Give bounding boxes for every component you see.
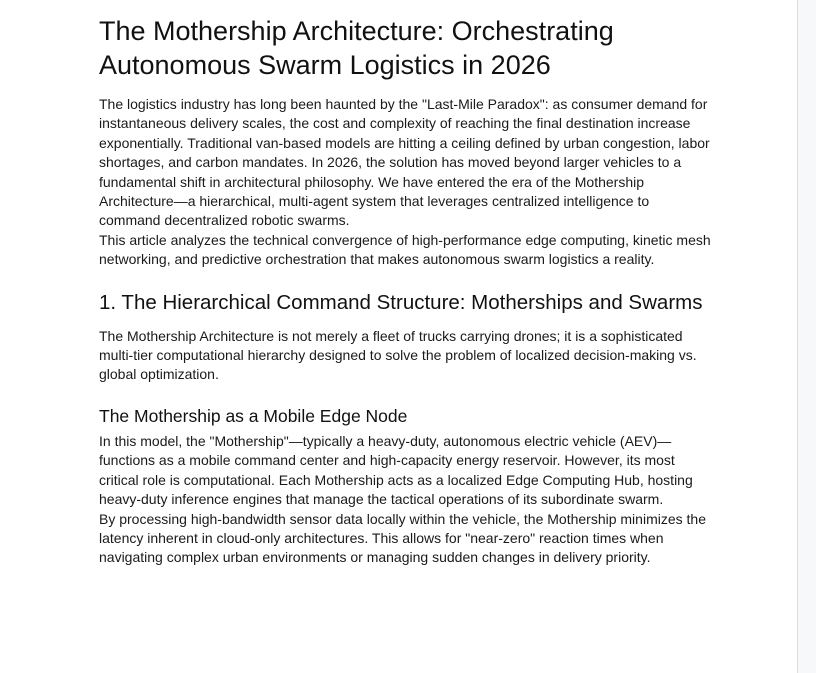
page-gutter [797,0,816,673]
section-1-paragraph: The Mothership Architecture is not merely a fleet of trucks carrying drones; it is a sophisticated multi-tier computational hierarchy designed to solve the problem of localized decision-making vs. global optimization. [99,327,697,383]
section-2-paragraph-2: By processing high-bandwidth sensor data locally within the vehicle, the Mothership minimizes the latency inherent in cloud-only architectures. This allows for "near-zero" reaction times when navigating complex urban environments or managing sudden changes in delivery priority. [99,510,706,566]
intro-section [99,95,711,270]
intro-paragraph-1: The logistics industry has long been haunted by the "Last-Mile Paradox": as consumer demand for instantaneous delivery scales, the cost and complexity of reaching the final destination increase exponentially. Traditional van-based models are hitting a ceiling defined by urban congestion, labor shortages, and carbon mandates. In 2026, the solution has moved beyond larger vehicles to a fundamental shift in architectural philosophy. We have entered the era of the Mothership Architecture—a hierarchical, multi-agent system that leverages centralized intelligence to command decentralized robotic swarms. [99,96,710,229]
section-2-heading: The Mothership as a Mobile Edge Node [99,405,408,426]
section-1-heading: 1. The Hierarchical Command Structure: Motherships and Swarms [99,290,703,314]
article-title: The Mothership Architecture: Orchestrating Autonomous Swarm Logistics in 2026 [99,16,614,80]
section-2-paragraph-1: In this model, the "Mothership"—typically a heavy-duty, autonomous electric vehicle (AEV)—functions as a mobile command center and high-capacity energy reservoir. However, its most critical role is computational. Each Mothership acts as a localized Edge Computing Hub, hosting heavy-duty inference engines that manage the tactical operations of its subordinate swarm. [99,432,693,508]
intro-paragraph-2: This article analyzes the technical convergence of high-performance edge computing, kinetic mesh networking, and predictive orchestration that makes autonomous swarm logistics a reality. [99,231,711,268]
section-2-body [99,432,711,568]
article [99,14,711,568]
